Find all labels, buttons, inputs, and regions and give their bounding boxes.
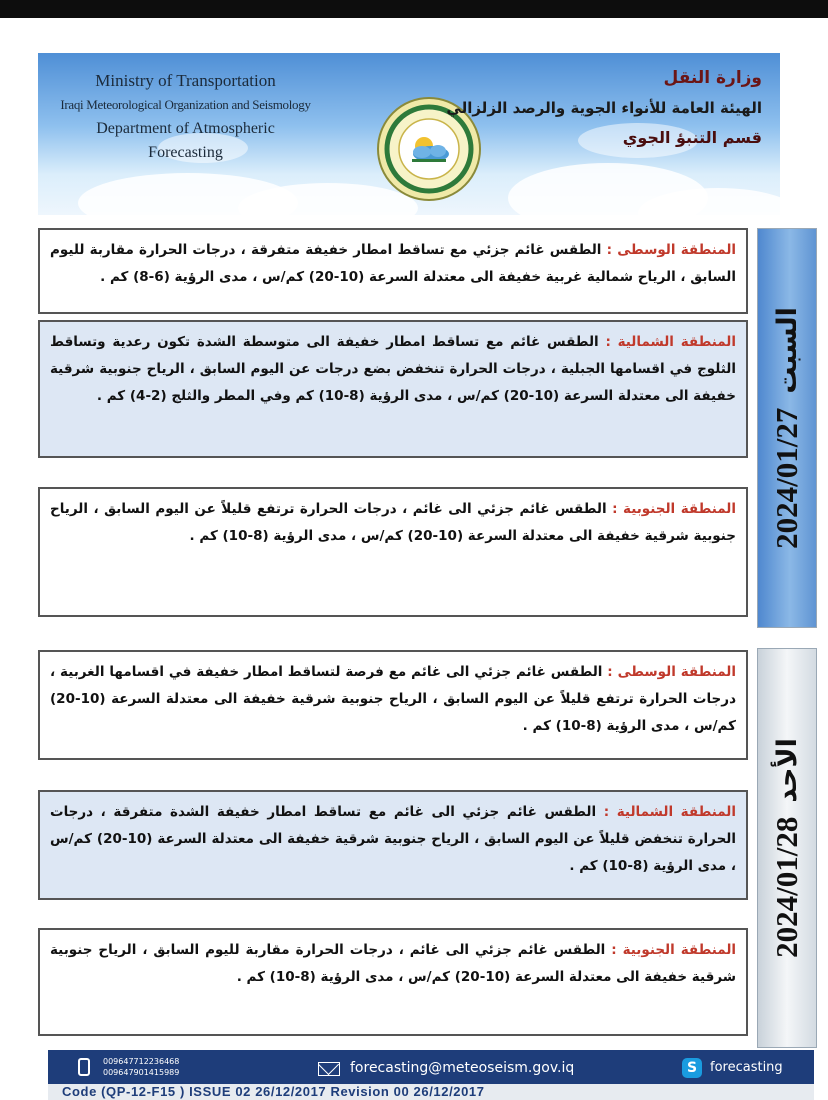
day-date: 2024/01/27 [769, 407, 804, 549]
skype-icon: S [682, 1058, 702, 1078]
phone-numbers [103, 1056, 179, 1078]
organization-name-ar: الهيئة العامة للأنواء الجوية والرصد الزلزالي [446, 99, 762, 117]
forecast-text: الطقس غائم جزئي مع تساقط امطار خفيفة متفرقة ، درجات الحرارة مقاربة لليوم السابق ، الرياح شمالية غربية خفيفة الى معتدلة السرعة (10-20) كم/س ، مدى الرؤية (6-8) كم . [50, 242, 736, 285]
region-label: المنطقة الوسطى : [606, 242, 737, 258]
forecast-north-day1 [38, 320, 748, 458]
department-name-en: Department of Atmospheric Forecasting [96, 120, 275, 161]
region-label: المنطقة الشمالية : [605, 334, 737, 350]
organization-name-en: Iraqi Meteorological Organization and Seismology [60, 97, 311, 112]
forecast-text: الطقس غائم مع تساقط امطار خفيفة الى متوسطة الشدة تكون رعدية وتساقط الثلوج في اقسامها الجبلية ، درجات الحرارة تنخفض بضع درجات عن اليوم السابق ، الرياح جنوبية شرقية خفيفة الى معتدلة السرعة (10-20) كم/س ، مدى الرؤية (8-10) كم وفي المطر والثلج (2-4) كم . [50, 334, 736, 404]
arabic-heading [446, 63, 762, 153]
ministry-name-ar: وزارة النقل [663, 68, 762, 88]
day-name: السبت [771, 307, 803, 394]
day-label-2024-01-28 [757, 648, 817, 1048]
contact-footer [48, 1050, 814, 1100]
department-name-ar: قسم التنبؤ الجوي [622, 128, 762, 147]
document-code-line: Code (QP-12-F15 ) ISSUE 02 26/12/2017 Revision 00 26/12/2017 [48, 1084, 814, 1100]
ministry-name-en: Ministry of Transportation [95, 71, 276, 90]
forecast-south-day2 [38, 928, 748, 1036]
phone-number-1: 009647712236468 [103, 1057, 180, 1066]
day-label-2024-01-27 [757, 228, 817, 628]
phone-icon [78, 1058, 90, 1076]
region-label: المنطقة الوسطى : [607, 664, 737, 680]
forecast-south-day1 [38, 487, 748, 617]
region-label: المنطقة الجنوبية : [612, 501, 737, 517]
english-heading [58, 69, 313, 165]
day-date: 2024/01/28 [769, 816, 804, 958]
region-label: المنطقة الشمالية : [603, 804, 736, 820]
envelope-icon [318, 1062, 340, 1076]
forecast-north-day2 [38, 790, 748, 900]
skype-handle: forecasting [710, 1060, 783, 1075]
top-black-bar [0, 0, 828, 18]
forecast-text: الطقس غائم جزئي الى غائم ، درجات الحرارة ترتفع قليلاً عن اليوم السابق ، الرياح جنوبية شرقية خفيفة الى معتدلة السرعة (10-20) كم/س ، مدى الرؤية (8-10) كم . [50, 501, 736, 544]
day-name: الأحد [771, 738, 803, 803]
forecast-text: الطقس غائم جزئي الى غائم ، درجات الحرارة مقاربة لليوم السابق ، الرياح جنوبية شرقية خفيفة الى معتدلة السرعة (10-20) كم/س ، مدى الرؤية (8-10) كم . [50, 942, 736, 985]
forecast-text: الطقس غائم جزئي الى غائم مع تساقط امطار خفيفة الشدة متفرقة ، درجات الحرارة تنخفض قليلاً عن اليوم السابق ، الرياح جنوبية شرقية خفيفة الى معتدلة السرعة (10-20) كم/س ، مدى الرؤية (8-10) كم . [50, 804, 736, 874]
phone-number-2: 009647901415989 [103, 1068, 180, 1077]
letterhead-banner [38, 53, 780, 215]
region-label: المنطقة الجنوبية : [611, 942, 737, 958]
forecast-central-day2 [38, 650, 748, 760]
email-address: forecasting@meteoseism.gov.iq [350, 1060, 575, 1076]
forecast-central-day1 [38, 228, 748, 314]
forecast-text: الطقس غائم جزئي الى غائم مع فرصة لتساقط امطار خفيفة في اقسامها الغربية ، درجات الحرارة ترتفع قليلاً عن اليوم السابق ، الرياح جنوبية شرقية خفيفة الى معتدلة السرعة (10-20) كم/س ، مدى الرؤية (8-10) كم . [50, 664, 736, 734]
